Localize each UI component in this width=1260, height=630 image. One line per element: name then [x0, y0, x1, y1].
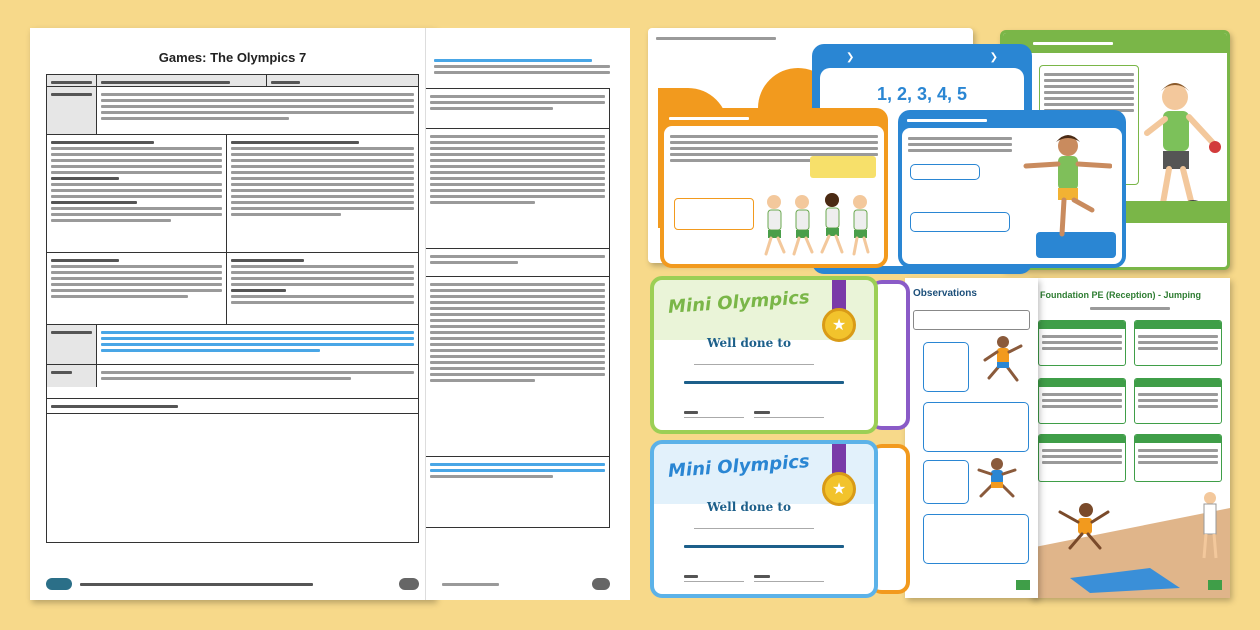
child-jumping-illustration	[969, 456, 1029, 511]
observations-title: Observations	[913, 288, 977, 299]
gold-medal-icon: ★	[822, 472, 856, 506]
lesson-plan-table	[46, 74, 419, 414]
lesson-plan-sheet	[30, 28, 435, 600]
follow-leader-card	[660, 108, 888, 268]
page-logo-icon	[399, 578, 419, 590]
child-running-illustration	[973, 334, 1028, 394]
future-planning-box	[46, 398, 419, 543]
twinkl-logo	[46, 578, 72, 590]
children-running-illustration	[760, 190, 880, 260]
certificate-green-well-done: Well done to	[707, 336, 791, 350]
certificate-green	[650, 276, 878, 434]
chevron-right-icon: ❯	[846, 52, 855, 63]
activities-planner-sheet	[1030, 278, 1230, 598]
activities-planner-title: Foundation PE (Reception) - Jumping	[1040, 290, 1201, 300]
child-balancing-illustration	[1022, 130, 1112, 240]
lesson-plan-title: Games: The Olympics 7	[158, 50, 307, 65]
gold-medal-icon: ★	[822, 308, 856, 342]
certificate-blue-well-done: Well done to	[707, 500, 791, 514]
page-logo-icon	[1016, 580, 1030, 590]
certificate-blue-title: Mini Olympics	[667, 451, 811, 482]
certificate-green-title: Mini Olympics	[667, 287, 811, 318]
medal-ribbon-icon	[832, 444, 846, 474]
balancing-card	[898, 110, 1126, 268]
number-card-title: 1, 2, 3, 4, 5	[876, 84, 968, 104]
medal-ribbon-icon	[832, 280, 846, 310]
lesson-plan-sheet-2	[425, 28, 630, 600]
certificate-blue	[650, 440, 878, 598]
gym-mat-illustration	[1030, 488, 1230, 598]
lesson-plan-footer	[46, 576, 419, 592]
chevron-right-icon: ❯	[989, 52, 998, 63]
observations-sheet	[905, 278, 1038, 598]
page-logo-icon	[1208, 580, 1222, 590]
